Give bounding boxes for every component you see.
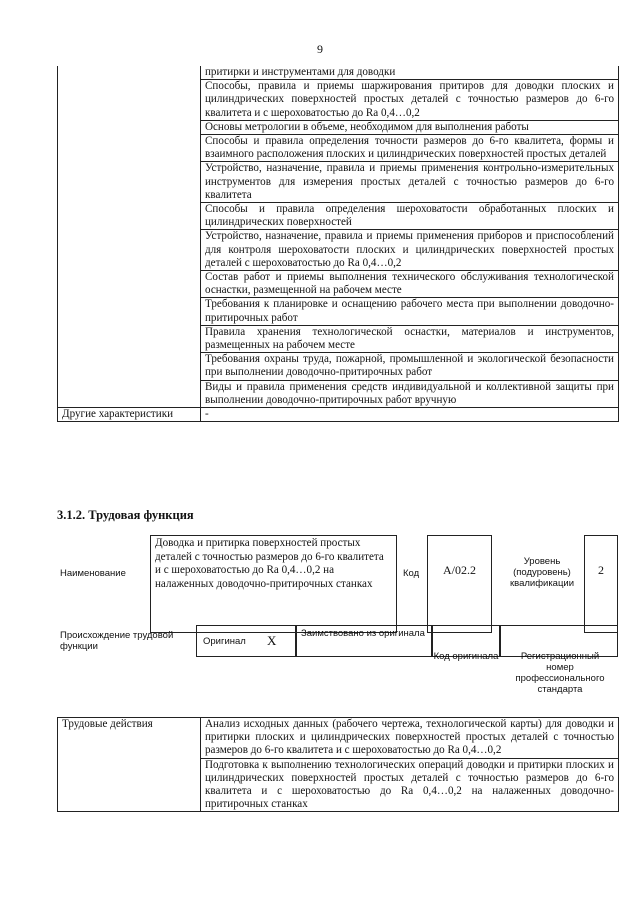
requirements-table bbox=[57, 66, 619, 422]
function-name-field: Доводка и притирка поверхностей простых деталей с точностью размеров до 6-го квалитета и с шероховатостью до Ra 0,4…0,2 на налаженных доводочно-притирочных станках bbox=[150, 535, 397, 633]
table-row: Требования к планировке и оснащению рабочего места при выполнении доводочно-притирочных работ bbox=[201, 298, 619, 325]
original-mark: X bbox=[267, 633, 277, 648]
table-row: Основы метрологии в объеме, необходимом для выполнения работы bbox=[201, 120, 619, 134]
table-row: Устройство, назначение, правила и приемы применения контрольно-измерительных инструментов для измерения простых деталей с точностью размеров до 6-го квалитета bbox=[201, 162, 619, 203]
section-title: 3.1.2. Трудовая функция bbox=[57, 508, 194, 522]
labor-actions-table bbox=[57, 717, 619, 812]
table-row: Способы, правила и приемы шаржирования притиров для доводки плоских и цилиндрических поверхностей простых деталей с точностью размеров до 6-го квалитета и с шероховатостью до Ra 0,4…0,2 bbox=[201, 80, 619, 121]
function-code-field: A/02.2 bbox=[427, 535, 492, 633]
name-label: Наименование bbox=[60, 568, 126, 579]
original-cell bbox=[196, 625, 296, 657]
code-label: Код bbox=[403, 568, 420, 579]
table-row: Требования охраны труда, пожарной, промышленной и экологической безопасности при выполнении доводочно-притирочных работ bbox=[201, 353, 619, 380]
table-row: Анализ исходных данных (рабочего чертежа, технологической карты) для доводки и притирки плоских и цилиндрических поверхностей простых деталей с точностью размеров до 6-го квалитета и с шероховатостью до Ra 0,4…0,2 bbox=[201, 718, 619, 759]
other-characteristics-label: Другие характеристики bbox=[58, 408, 201, 422]
table-row: Способы и правила определения точности размеров до 6-го квалитета, формы и взаимного расположения плоских и цилиндрических поверхностей простых деталей bbox=[201, 135, 619, 162]
table-row: Состав работ и приемы выполнения технического обслуживания технологической оснастки, размещенной на рабочем месте bbox=[201, 271, 619, 298]
qualification-level-field: 2 bbox=[584, 535, 618, 633]
table-row: Устройство, назначение, правила и приемы применения приборов и приспособлений для контроля шероховатости плоских и цилиндрических поверхностей простых деталей с шероховатостью до Ra 0,4…0,2 bbox=[201, 230, 619, 271]
borrowed-cell: Заимствовано из оригинала bbox=[296, 625, 432, 657]
other-characteristics-value: - bbox=[201, 408, 619, 422]
table-row: Виды и правила применения средств индивидуальной и коллективной защиты при выполнении доводочно-притирочных работ вручную bbox=[201, 380, 619, 407]
page-number: 9 bbox=[317, 42, 323, 56]
qualification-level-label: Уровень (подуровень) квалификации bbox=[509, 556, 575, 589]
labor-actions-label: Трудовые действия bbox=[58, 718, 201, 812]
original-label: Оригинал bbox=[203, 636, 246, 647]
original-code-caption: Код оригинала bbox=[433, 651, 499, 662]
table-row: притирки и инструментами для доводки bbox=[201, 66, 619, 80]
origin-label: Происхождение трудовой функции bbox=[60, 630, 174, 652]
table-row: Способы и правила определения шероховатости обработанных плоских и цилиндрических поверхностей bbox=[201, 203, 619, 230]
table-row: Подготовка к выполнению технологических операций доводки и притирки плоских и цилиндрических поверхностей простых деталей с точностью размеров до 6-го квалитета и с шероховатостью до Ra 0,4…0,2 на налаженных доводочно-притирочных станках bbox=[201, 758, 619, 812]
table-row: Правила хранения технологической оснастки, материалов и инструментов, размещенных на рабочем месте bbox=[201, 325, 619, 352]
registration-number-caption: Регистрационный номер профессионального стандарта bbox=[515, 651, 605, 695]
